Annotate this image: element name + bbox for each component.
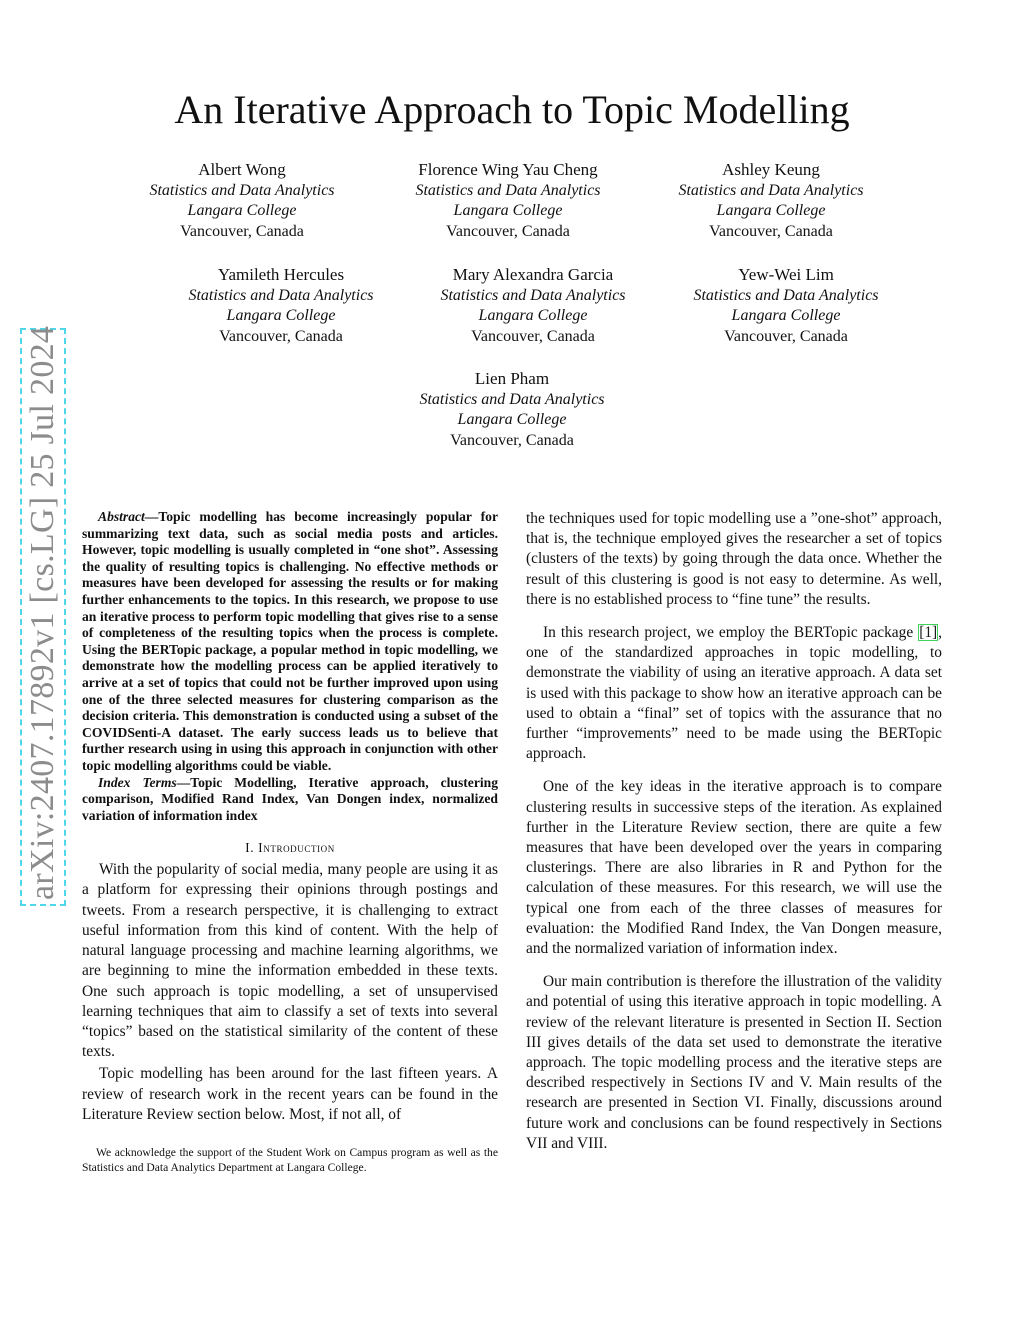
author-block (112, 160, 372, 242)
author-college: Langara College (187, 202, 297, 219)
acknowledgement-footnote: We acknowledge the support of the Student Work on Campus program as well as the Statistics and Data Analytics Department at Langara College. (82, 1145, 498, 1174)
paragraph-text: , one of the standardized approaches in topic modelling, to demonstrate the viability of using an iterative approach. A data set is used with this package to show how an iterative approach can be used to obtain a “final” set of topics with the assurance that no further “improvements” need to be made using the BERTopic approach. (526, 624, 942, 763)
author-name: Lien Pham (474, 369, 550, 388)
abstract-label: Abstract— (98, 509, 159, 524)
index-terms (82, 775, 498, 825)
author-block (641, 160, 901, 242)
author-block (378, 160, 638, 242)
author-department: Statistics and Data Analytics (678, 181, 864, 199)
author-department: Statistics and Data Analytics (693, 286, 879, 304)
author-location: Vancouver, Canada (219, 327, 343, 345)
author-college: Langara College (226, 307, 336, 324)
author-department: Statistics and Data Analytics (149, 181, 335, 199)
author-college: Langara College (716, 202, 826, 219)
right-column (526, 509, 942, 1154)
author-department: Statistics and Data Analytics (415, 181, 601, 199)
author-location: Vancouver, Canada (471, 327, 595, 345)
author-department: Statistics and Data Analytics (188, 286, 374, 304)
author-location: Vancouver, Canada (709, 222, 833, 240)
index-terms-text: Topic Modelling, Iterative approach, clustering comparison, Modified Rand Index, Van Dongen index, normalized variation of information index (82, 774, 498, 823)
author-name: Albert Wong (198, 160, 286, 179)
author-location: Vancouver, Canada (180, 222, 304, 240)
paper-title: An Iterative Approach to Topic Modelling (174, 87, 850, 132)
author-college: Langara College (478, 307, 588, 324)
author-name: Mary Alexandra Garcia (452, 265, 614, 284)
intro-paragraph-2: Topic modelling has been around for the last fifteen years. A review of research work in the recent years can be found in the Literature Review section below. Most, if not all, of (82, 1065, 498, 1123)
left-column (82, 509, 498, 1175)
author-name: Ashley Keung (722, 160, 820, 179)
arxiv-identifier[interactable]: arXiv:2407.17892v1 [cs.LG] 25 Jul 2024 (24, 325, 61, 900)
author-college: Langara College (457, 411, 567, 428)
paragraph-text: In this research project, we employ the BERTopic package (543, 624, 919, 642)
right-paragraph-4: Our main contribution is therefore the illustration of the validity and potential of using this iterative approach in topic modelling. A review of the relevant literature is presented in Section II. Section III gives details of the data set used to demonstrate the iterative approach. The topic modelling process and the iterative steps are described respectively in Sections IV and V. Main results of the research are presented in Section VI. Finally, discussions around future work and conclusions can be found respectively in Sections VII and VIII. (526, 973, 942, 1152)
citation-link[interactable]: [1] (919, 624, 938, 642)
author-location: Vancouver, Canada (446, 222, 570, 240)
author-name: Yamileth Hercules (217, 265, 345, 284)
author-location: Vancouver, Canada (724, 327, 848, 345)
index-terms-label: Index Terms— (98, 774, 191, 790)
section-heading-introduction: I. Introduction (245, 840, 335, 856)
right-paragraph-1: the techniques used for topic modelling use a ”one-shot” approach, that is, the technique employed gives the researcher a set of topics (clusters of the texts) by going through the data once. Whether the result of this clustering is good is not easy to determine. As well, there is no established process to “fine tune” the results. (526, 510, 942, 608)
right-paragraph-3: One of the key ideas in the iterative approach is to compare clustering results in successive steps of the iteration. As explained further in the Literature Review section, there are quite a few measures that have been developed over the years in comparing clusterings. There are also libraries in R and Python for the calculation of these measures. For this research, we will use the typical one from each of the three classes of measures for evaluation: the Modified Rand Index, the Van Dongen measure, and the normalized variation of information index. (526, 778, 942, 958)
abstract (82, 509, 498, 775)
author-name: Yew-Wei Lim (738, 265, 834, 284)
right-paragraph-2 (526, 623, 942, 764)
author-college: Langara College (731, 307, 841, 324)
author-block (151, 265, 411, 347)
author-department: Statistics and Data Analytics (440, 286, 626, 304)
author-location: Vancouver, Canada (450, 431, 574, 449)
author-block (382, 369, 642, 451)
author-block (403, 265, 663, 347)
abstract-text: Topic modelling has become increasingly popular for summarizing text data, such as social media posts and articles. However, topic modelling is usually completed in “one shot”. Assessing the quality of resulting topics is challenging. No effective methods or measures have been developed for assessing the results or for making further enhancements to the topics. In this research, we propose to use an iterative process to perform topic modelling that gives rise to a sense of completeness of the resulting topics when the process is complete. Using the BERTopic package, a popular method in topic modelling, we demonstrate how the modelling process can be applied iteratively to arrive at a set of topics that could not be further improved upon using one of the three selected measures for clustering comparison as the decision criteria. This demonstration is conducted using a subset of the COVIDSenti-A dataset. The early success leads us to believe that further research using in using this approach in conjunction with other topic modelling algorithms could be viable. (82, 509, 498, 773)
intro-paragraph-1: With the popularity of social media, many people are using it as a platform for expressing their opinions through postings and tweets. From a research perspective, it is challenging to extract useful information from this kind of content. With the help of natural language processing and machine learning algorithms, we are beginning to mine the information embedded in these texts. One such approach is topic modelling, a set of unsupervised learning techniques that aim to classify a set of texts into several “topics” based on the statistical similarity of the content of these texts. (82, 861, 498, 1061)
author-name: Florence Wing Yau Cheng (418, 160, 598, 179)
author-block (656, 265, 916, 347)
author-college: Langara College (453, 202, 563, 219)
author-department: Statistics and Data Analytics (419, 390, 605, 408)
